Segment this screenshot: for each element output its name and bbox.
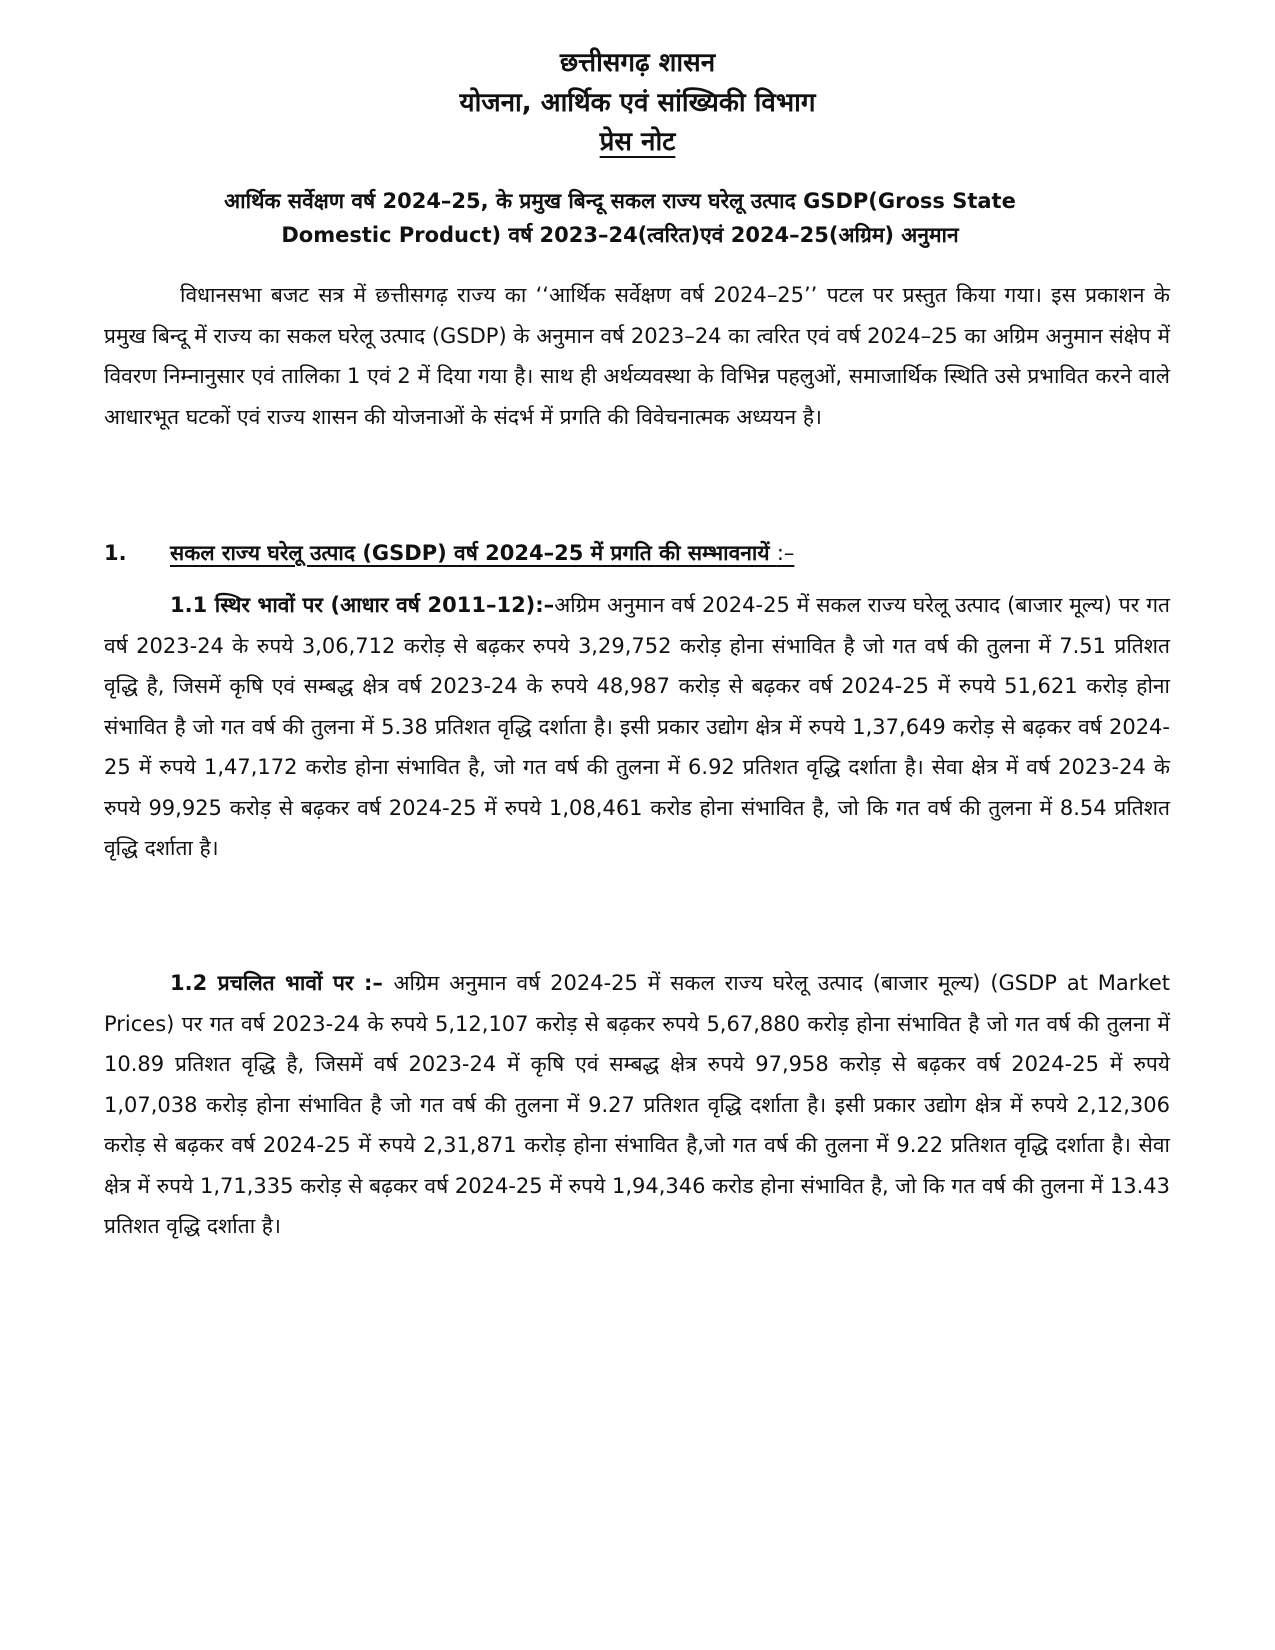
document-subtitle-line1: आर्थिक सर्वेक्षण वर्ष 2024–25, के प्रमुख बिन्दू सकल राज्य घरेलू उत्पाद GSDP(Gross State [224, 189, 1016, 213]
paragraph-1-2 [104, 963, 1170, 1247]
section-title-suffix: :– [776, 541, 795, 565]
document-subtitle-line2: Domestic Product) वर्ष 2023–24(त्वरित)एवं 2024–25(अग्रिम) अनुमान [281, 223, 959, 247]
paragraph-1-1 [104, 585, 1170, 869]
section-title-text: सकल राज्य घरेलू उत्पाद (GSDP) वर्ष 2024–25 में प्रगति की सम्भावनायें [170, 541, 777, 565]
department-title: योजना, आर्थिक एवं सांख्यिकी विभाग [459, 88, 816, 118]
paragraph-1-1-text: अग्रिम अनुमान वर्ष 2024-25 में सकल राज्य घरेलू उत्पाद (बाजार मूल्य) पर गत वर्ष 2023-24 के रुपये 3,06,712 करोड़ से बढ़कर रुपये 3,29,752 करोड़ होना संभावित है जो गत वर्ष की तुलना में 7.51 प्रतिशत वृद्धि है, जिसमें कृषि एवं सम्बद्ध क्षेत्र वर्ष 2023-24 के रुपये 48,987 करोड़ से बढ़कर वर्ष 2024-25 में रुपये 51,621 करोड़ होना संभावित है जो गत वर्ष की तुलना में 5.38 प्रतिशत वृद्धि दर्शाता है। इसी प्रकार उद्योग क्षेत्र में रुपये 1,37,649 करोड़ से बढ़कर वर्ष 2024-25 में रुपये 1,47,172 करोड होना संभावित है, जो गत वर्ष की तुलना में 6.92 प्रतिशत वृद्धि दर्शाता है। सेवा क्षेत्र में वर्ष 2023-24 के रुपये 99,925 करोड़ से बढ़कर वर्ष 2024-25 में रुपये 1,08,461 करोड होना संभावित है, जो कि गत वर्ष की तुलना में 8.54 प्रतिशत वृद्धि दर्शाता है। [104, 593, 1170, 860]
press-note-title: प्रेस नोट [599, 127, 676, 157]
intro-paragraph: विधानसभा बजट सत्र में छत्तीसगढ़ राज्य का ‘‘आर्थिक सर्वेक्षण वर्ष 2024–25’’ पटल पर प्रस्तुत किया गया। इस प्रकाशन के प्रमुख बिन्दू में राज्य का सकल घरेलू उत्पाद (GSDP) के अनुमान वर्ष 2023–24 का त्वरित एवं वर्ष 2024–25 का अग्रिम अनुमान संक्षेप में विवरण निम्नानुसार एवं तालिका 1 एवं 2 में दिया गया है। साथ ही अर्थव्यवस्था के विभिन्न पहलुओं, समाजार्थिक स्थिति उसे प्रभावित करने वाले आधारभूत घटकों एवं राज्य शासन की योजनाओं के संदर्भ में प्रगति की विवेचनात्मक अध्ययन है। [104, 283, 1170, 429]
paragraph-1-2-lead: 1.2 प्रचलित भावों पर :– [170, 971, 394, 995]
government-title: छत्तीसगढ़ शासन [559, 48, 716, 78]
section-title [170, 535, 794, 571]
paragraph-1-2-text: अग्रिम अनुमान वर्ष 2024-25 में सकल राज्य घरेलू उत्पाद (बाजार मूल्य) (GSDP at Market Prices) पर गत वर्ष 2023-24 के रुपये 5,12,107 करोड़ से बढ़कर रुपये 5,67,880 करोड़ होना संभावित है जो गत वर्ष की तुलना में 10.89 प्रतिशत वृद्धि है, जिसमें वर्ष 2023-24 में कृषि एवं सम्बद्ध क्षेत्र रुपये 97,958 करोड़ से बढ़कर वर्ष 2024-25 में रुपये 1,07,038 करोड़ होना संभावित है जो गत वर्ष की तुलना में 9.27 प्रतिशत वृद्धि दर्शाता है। इसी प्रकार उद्योग क्षेत्र में रुपये 2,12,306 करोड़ से बढ़कर वर्ष 2024-25 में रुपये 2,31,871 करोड़ होना संभावित है,जो गत वर्ष की तुलना में 9.22 प्रतिशत वृद्धि दर्शाता है। सेवा क्षेत्र में रुपये 1,71,335 करोड़ से बढ़कर वर्ष 2024-25 में रुपये 1,94,346 करोड होना संभावित है, जो कि गत वर्ष की तुलना में 13.43 प्रतिशत वृद्धि दर्शाता है। [104, 971, 1170, 1238]
paragraph-1-1-lead: 1.1 स्थिर भावों पर (आधार वर्ष 2011–12):– [170, 593, 555, 617]
section-number: 1. [104, 541, 127, 565]
